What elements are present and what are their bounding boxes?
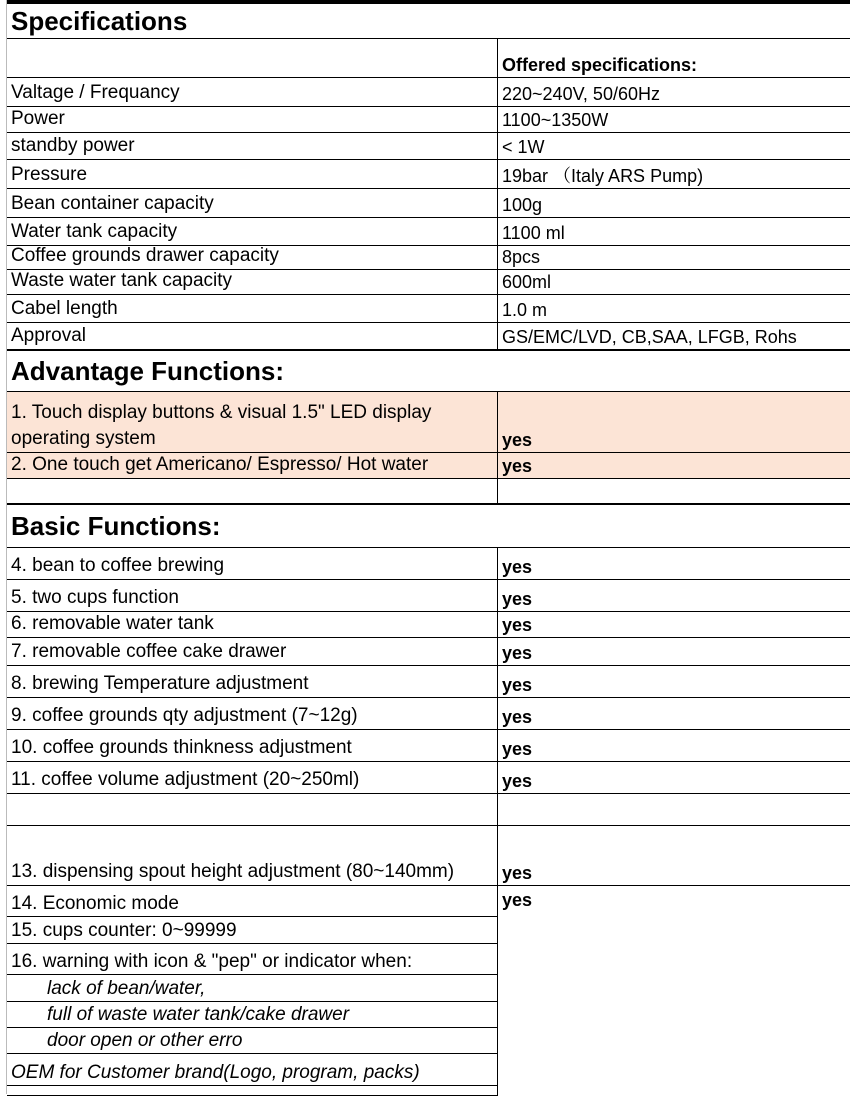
row-value: yes <box>497 762 850 793</box>
row-label: 7. removable coffee cake drawer <box>11 641 287 662</box>
row-value: GS/EMC/LVD, CB,SAA, LFGB, Rohs <box>497 323 850 349</box>
specifications-title: Specifications <box>11 6 188 36</box>
table-row <box>7 323 850 351</box>
table-row <box>7 917 850 944</box>
row-value: 8pcs <box>497 246 850 269</box>
row-label: Pressure <box>11 164 88 185</box>
row-label: Water tank capacity <box>11 221 178 242</box>
table-row <box>7 580 850 612</box>
table-row <box>7 1054 850 1086</box>
table-row <box>7 666 850 698</box>
basic-title: Basic Functions: <box>11 511 221 541</box>
table-row <box>7 730 850 762</box>
row-label: Power <box>11 108 65 129</box>
row-label: 5. two cups function <box>11 587 179 608</box>
row-label: 4. bean to coffee brewing <box>11 555 225 576</box>
row-label <box>7 479 497 503</box>
row-value: 1100 ml <box>497 218 850 245</box>
row-value <box>497 794 850 825</box>
row-value <box>497 479 850 503</box>
row-value: yes <box>497 638 850 665</box>
row-value: yes <box>497 886 850 917</box>
row-value: yes <box>497 612 850 637</box>
table-row <box>7 1086 850 1096</box>
row-value <box>497 917 850 944</box>
table-row <box>7 886 850 917</box>
table-row <box>7 1002 850 1028</box>
row-label <box>7 794 497 825</box>
row-label: Approval <box>11 325 86 346</box>
row-value <box>497 1002 850 1028</box>
basic-section-heading <box>7 505 850 548</box>
table-row <box>7 392 850 453</box>
table-row <box>7 762 850 794</box>
row-label: 14. Economic mode <box>11 893 179 914</box>
row-value <box>497 944 850 975</box>
row-value: yes <box>497 826 850 885</box>
row-label: Valtage / Frequancy <box>11 82 180 103</box>
row-label: standby power <box>11 135 135 156</box>
table-row <box>7 295 850 323</box>
table-row <box>7 975 850 1002</box>
table-row <box>7 189 850 218</box>
row-value: 19bar （Italy ARS Pump) <box>497 160 850 188</box>
row-label: Coffee grounds drawer capacity <box>11 245 279 266</box>
row-label: 10. coffee grounds thinkness adjustment <box>11 737 352 758</box>
table-row <box>7 698 850 730</box>
row-label: 16. warning with icon & "pep" or indicator when: <box>11 951 413 972</box>
row-label <box>7 39 497 77</box>
row-label: OEM for Customer brand(Logo, program, packs) <box>11 1062 420 1083</box>
row-value: 1100~1350W <box>497 107 850 132</box>
row-label: Bean container capacity <box>11 193 214 214</box>
row-value: yes <box>497 730 850 761</box>
specifications-section-heading <box>7 4 850 39</box>
advantage-title: Advantage Functions: <box>11 356 285 386</box>
table-row <box>7 270 850 295</box>
row-value <box>497 1028 850 1054</box>
table-row <box>7 133 850 160</box>
table-row <box>7 638 850 666</box>
table-row <box>7 794 850 826</box>
table-row <box>7 612 850 638</box>
row-label: 13. dispensing spout height adjustment (80~140mm) <box>11 861 455 882</box>
column-header: Offered specifications: <box>497 39 850 77</box>
table-row <box>7 1028 850 1054</box>
row-value: 600ml <box>497 270 850 294</box>
row-value <box>497 1086 850 1096</box>
row-label: Cabel length <box>11 298 118 319</box>
row-value: 100g <box>497 189 850 217</box>
table-row <box>7 78 850 107</box>
table-row <box>7 479 850 505</box>
row-value: < 1W <box>497 133 850 159</box>
table-row <box>7 826 850 886</box>
header-row <box>7 39 850 78</box>
row-label: 2. One touch get Americano/ Espresso/ Hot water <box>11 454 429 475</box>
table-row <box>7 453 850 479</box>
row-label: 6. removable water tank <box>11 613 214 634</box>
row-label: full of waste water tank/cake drawer <box>47 1004 350 1025</box>
row-value: 220~240V, 50/60Hz <box>497 78 850 106</box>
table-row <box>7 107 850 133</box>
row-value <box>497 1054 850 1086</box>
row-value: yes <box>497 580 850 611</box>
row-label: 11. coffee volume adjustment (20~250ml) <box>11 769 360 790</box>
spec-sheet <box>6 0 850 1094</box>
row-label: door open or other erro <box>47 1030 243 1051</box>
advantage-section-heading <box>7 351 850 392</box>
table-row <box>7 246 850 270</box>
row-value: yes <box>497 666 850 697</box>
row-label: 1. Touch display buttons & visual 1.5" LED display operating system <box>11 402 432 449</box>
row-value: yes <box>497 392 850 452</box>
row-label: 9. coffee grounds qty adjustment (7~12g) <box>11 705 358 726</box>
row-value: yes <box>497 548 850 579</box>
row-label: lack of bean/water, <box>47 978 206 999</box>
row-label: 8. brewing Temperature adjustment <box>11 673 309 694</box>
table-row <box>7 218 850 246</box>
row-value: yes <box>497 453 850 478</box>
table-row <box>7 944 850 975</box>
table-row <box>7 160 850 189</box>
table-row <box>7 548 850 580</box>
row-label: 15. cups counter: 0~99999 <box>11 920 237 941</box>
row-value: yes <box>497 698 850 729</box>
row-value: 1.0 m <box>497 295 850 322</box>
row-label: Waste water tank capacity <box>11 270 233 291</box>
row-value <box>497 975 850 1002</box>
